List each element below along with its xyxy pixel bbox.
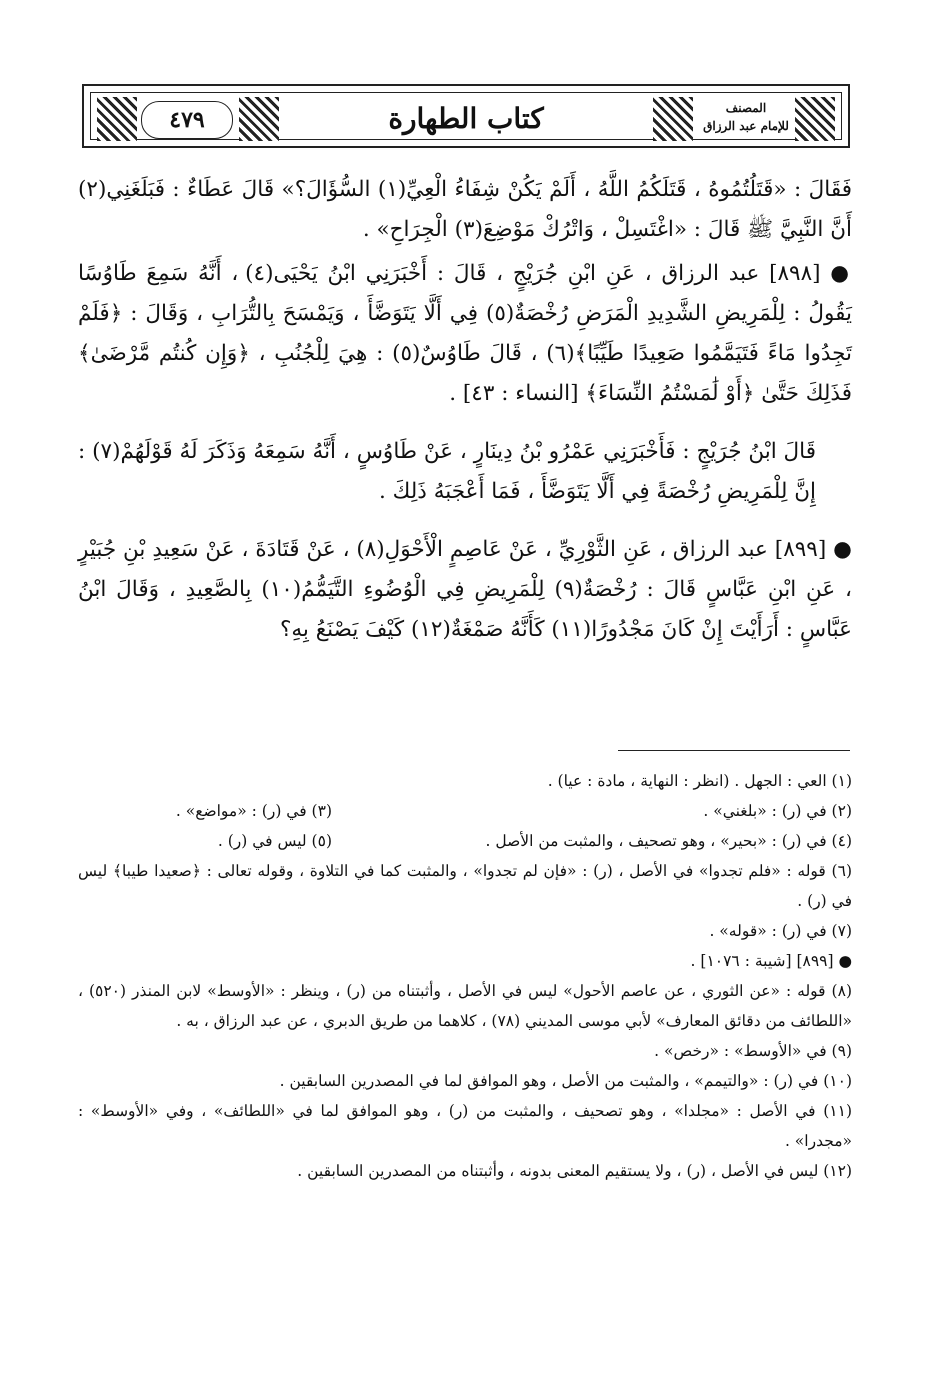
footnotes <box>78 766 852 1186</box>
paragraph-hadith-898: ● [٨٩٨] عبد الرزاق ، عَنِ ابْنِ جُرَيْجٍ ، قَالَ : أَخْبَرَنِي ابْنُ يَحْيَى(٤) ، أَنَّهُ سَمِعَ طَاوُسًا يَقُولُ : لِلْمَرِيضِ الشَّدِيدِ الْمَرَضِ رُخْصَةٌ(٥) فِي أَلَّا يَتَوَضَّأَ ، وَيَمْسَحَ بِالتُّرَابِ ، وَقَالَ : ﴿فَلَمْ تَجِدُوا مَاءً فَتَيَمَّمُوا صَعِيدًا طَيِّبًا﴾(٦) ، قَالَ طَاوُسٌ(٥) : هِيَ لِلْجُنُبِ ، ﴿وَإِن كُنتُم مَّرْضَىٰ﴾ فَذَلِكَ حَتَّىٰ ﴿أَوْ لَٰمَسْتُمُ النِّسَاءَ﴾ [النساء : ٤٣] . <box>78 261 853 406</box>
footnote-2: (٢) في (ر) : «بلغني» . <box>703 802 852 820</box>
footnote-1: (١) العي : الجهل . (انظر : النهاية ، مادة : عيا) . <box>547 772 852 790</box>
footnote-11: (١١) في الأصل : «مجلدا» ، وهو تصحيف ، والمثبت من (ر) ، وهو الموافق لما في «اللطائف» ، وفي «الأوسط» : «مجدرا» . <box>78 1102 852 1150</box>
footnote-3: (٣) في (ر) : «مواضع» . <box>175 802 332 820</box>
footnote-row-4-5 <box>78 826 852 856</box>
ornament-right-inner <box>653 97 693 141</box>
page-header <box>82 84 850 148</box>
book-label-line2: للإمام عبد الرزاق <box>703 119 789 133</box>
main-text <box>78 170 852 650</box>
header-frame <box>90 92 842 140</box>
footnote-4: (٤) في (ر) : «بحير» ، وهو تصحيف ، والمثبت من الأصل . <box>485 832 852 850</box>
footnote-separator <box>618 750 850 751</box>
footnote-6: (٦) قوله : «فلم تجدوا» في الأصل ، (ر) : «فإن لم تجدوا» ، والمثبت كما في التلاوة ، وقوله تعالى : ﴿صعيدا طيبا﴾ ليس في (ر) . <box>78 862 852 910</box>
book-label <box>701 99 791 139</box>
footnote-5: (٥) ليس في (ر) . <box>217 832 332 850</box>
paragraph-1: فَقَالَ : «قَتَلُتُمُوهُ ، قَتَلَكُمُ اللَّهُ ، أَلَمْ يَكُنْ شِفَاءُ الْعِيِّ(١) السُّؤَالَ؟» قَالَ عَطَاءٌ : فَبَلَغَنِي(٢) أَنَّ النَّبِيَّ ﷺ قَالَ : «اغْتَسِلْ ، وَاتْرُكْ مَوْضِعَ(٣) الْجِرَاحِ» . <box>78 177 852 242</box>
ornament-left-inner <box>239 97 279 141</box>
footnote-10: (١٠) في (ر) : «والتيمم» ، والمثبت من الأصل ، وهو الموافق لما في المصدرين السابقين . <box>279 1072 852 1090</box>
footnote-8: (٨) قوله : «عن الثوري ، عن عاصم الأحول» ليس في الأصل ، وأثبتناه من (ر) ، وينظر : «الأوسط» لابن المنذر (٥٢٠) ، «اللطائف من دقائق المعارف» لأبي موسى المديني (٧٨) ، كلاهما من طريق الدبري ، عن عبد الرزاق ، به . <box>78 982 852 1030</box>
footnote-7: (٧) في (ر) : «قوله» . <box>709 922 852 940</box>
footnote-9: (٩) في «الأوسط» : «رخص» . <box>654 1042 852 1060</box>
footnote-row-2-3 <box>78 796 852 826</box>
book-label-line1: المصنف <box>725 101 767 115</box>
footnote-hadith-899-source: ● [٨٩٩] [شيبة : ١٠٧٦] . <box>690 952 852 970</box>
footnote-12: (١٢) ليس في الأصل ، (ر) ، ولا يستقيم المعنى بدونه ، وأثبتناه من المصدرين السابقين . <box>297 1162 852 1180</box>
ornament-left-outer <box>97 97 137 141</box>
page-number: ٤٧٩ <box>141 101 233 139</box>
chapter-title: كتاب الطهارة <box>388 102 544 135</box>
ornament-right-outer <box>795 97 835 141</box>
paragraph-3: قَالَ ابْنُ جُرَيْجٍ : فَأَخْبَرَنِي عَمْرُو بْنُ دِينَارٍ ، عَنْ طَاوُسٍ ، أَنَّهُ سَمِعَهُ وَذَكَرَ لَهُ قَوْلَهُمْ(٧) : إِنَّ لِلْمَرِيضِ رُخْصَةً فِي أَلَّا يَتَوَضَّأَ ، فَمَا أَعْجَبَهُ ذَلِكَ . <box>78 439 817 504</box>
paragraph-hadith-899: ● [٨٩٩] عبد الرزاق ، عَنِ الثَّوْرِيِّ ، عَنْ عَاصِمٍ الْأَحْوَلِ(٨) ، عَنْ قَتَادَةَ ، عَنْ سَعِيدِ بْنِ جُبَيْرٍ ، عَنِ ابْنِ عَبَّاسٍ قَالَ : رُخْصَةٌ(٩) لِلْمَرِيضِ فِي الْوُضُوءِ التَّيَمُّمُ(١٠) بِالصَّعِيدِ ، وَقَالَ ابْنُ عَبَّاسٍ : أَرَأَيْتَ إِنْ كَانَ مَجْدُورًا(١١) كَأَنَّهُ صَمْغَةٌ(١٢) كَيْفَ يَصْنَعُ بِهِ؟ <box>78 537 852 642</box>
